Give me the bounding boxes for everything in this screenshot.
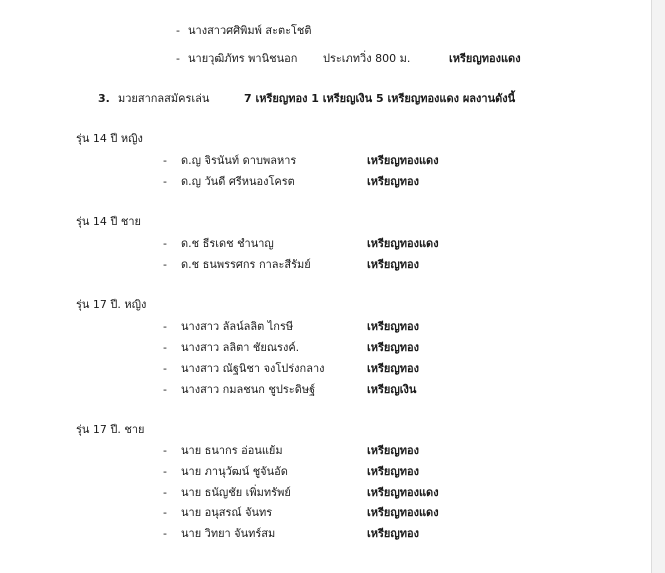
entry-dash: - — [163, 154, 167, 167]
group-heading: รุ่น 17 ปี. ชาย — [76, 423, 145, 436]
entry-dash: - — [163, 341, 167, 354]
entry-dash: - — [163, 237, 167, 250]
entry-name: ด.ช ธนพรรศกร กาละสีรัมย์ — [181, 258, 311, 271]
entry-dash: - — [163, 506, 167, 519]
entry-name: นาย ธนากร อ่อนแย้ม — [181, 444, 283, 457]
entry-dash: - — [163, 320, 167, 333]
group-heading: รุ่น 14 ปี ชาย — [76, 215, 141, 228]
entry-medal: เหรียญทอง — [367, 444, 419, 457]
top-dash-1: - — [176, 24, 180, 37]
entry-name: ด.ญ วันดี ศรีหนองโครต — [181, 175, 295, 188]
entry-dash: - — [163, 362, 167, 375]
entry-medal: เหรียญทอง — [367, 527, 419, 540]
top-name-2: นายวุฒิภัทร พานิชนอก — [188, 52, 298, 65]
section-number: 3. — [98, 92, 110, 105]
entry-name: นาย ธนัญชัย เพิ่มทรัพย์ — [181, 486, 291, 499]
entry-name: นางสาว ณัฐนิชา จงโปร่งกลาง — [181, 362, 325, 375]
entry-dash: - — [163, 486, 167, 499]
top-medal-2: เหรียญทองแดง — [449, 52, 521, 65]
section-title: มวยสากลสมัครเล่น — [118, 92, 210, 105]
top-category-2: ประเภทวิ่ง 800 ม. — [323, 52, 411, 65]
entry-medal: เหรียญทอง — [367, 175, 419, 188]
window-edge — [651, 0, 665, 573]
entry-medal: เหรียญทองแดง — [367, 486, 439, 499]
group-heading: รุ่น 17 ปี. หญิง — [76, 298, 147, 311]
top-name-1: นางสาวศศิพิมพ์ สะตะโชติ — [188, 24, 312, 37]
entry-dash: - — [163, 465, 167, 478]
section-summary: 7 เหรียญทอง 1 เหรียญเงิน 5 เหรียญทองแดง ผลงานดังนี้ — [244, 92, 516, 105]
entry-dash: - — [163, 444, 167, 457]
entry-medal: เหรียญทอง — [367, 341, 419, 354]
entry-dash: - — [163, 527, 167, 540]
top-dash-2: - — [176, 52, 180, 65]
entry-dash: - — [163, 258, 167, 271]
entry-medal: เหรียญทองแดง — [367, 154, 439, 167]
entry-name: ด.ญ จิรนันท์ ดาบพลหาร — [181, 154, 297, 167]
entry-name: นางสาว ลลิตา ชัยณรงค์. — [181, 341, 300, 354]
entry-name: ด.ช ธีรเดช ชำนาญ — [181, 237, 274, 250]
entry-name: นางสาว ลัลน์ลลิต ไกรษี — [181, 320, 294, 333]
entry-name: นาย ภานุวัฒน์ ชูจันอัด — [181, 465, 288, 478]
entry-dash: - — [163, 175, 167, 188]
entry-name: นาย อนุสรณ์ จันทร — [181, 506, 273, 519]
entry-medal: เหรียญทอง — [367, 362, 419, 375]
entry-medal: เหรียญทอง — [367, 465, 419, 478]
entry-name: นาย วิทยา จันทร์สม — [181, 527, 276, 540]
entry-medal: เหรียญทอง — [367, 320, 419, 333]
entry-name: นางสาว กมลชนก ชูประดิษฐ์ — [181, 383, 316, 396]
entry-medal: เหรียญทองแดง — [367, 506, 439, 519]
entry-dash: - — [163, 383, 167, 396]
entry-medal: เหรียญเงิน — [367, 383, 417, 396]
entry-medal: เหรียญทองแดง — [367, 237, 439, 250]
entry-medal: เหรียญทอง — [367, 258, 419, 271]
group-heading: รุ่น 14 ปี หญิง — [76, 132, 143, 145]
